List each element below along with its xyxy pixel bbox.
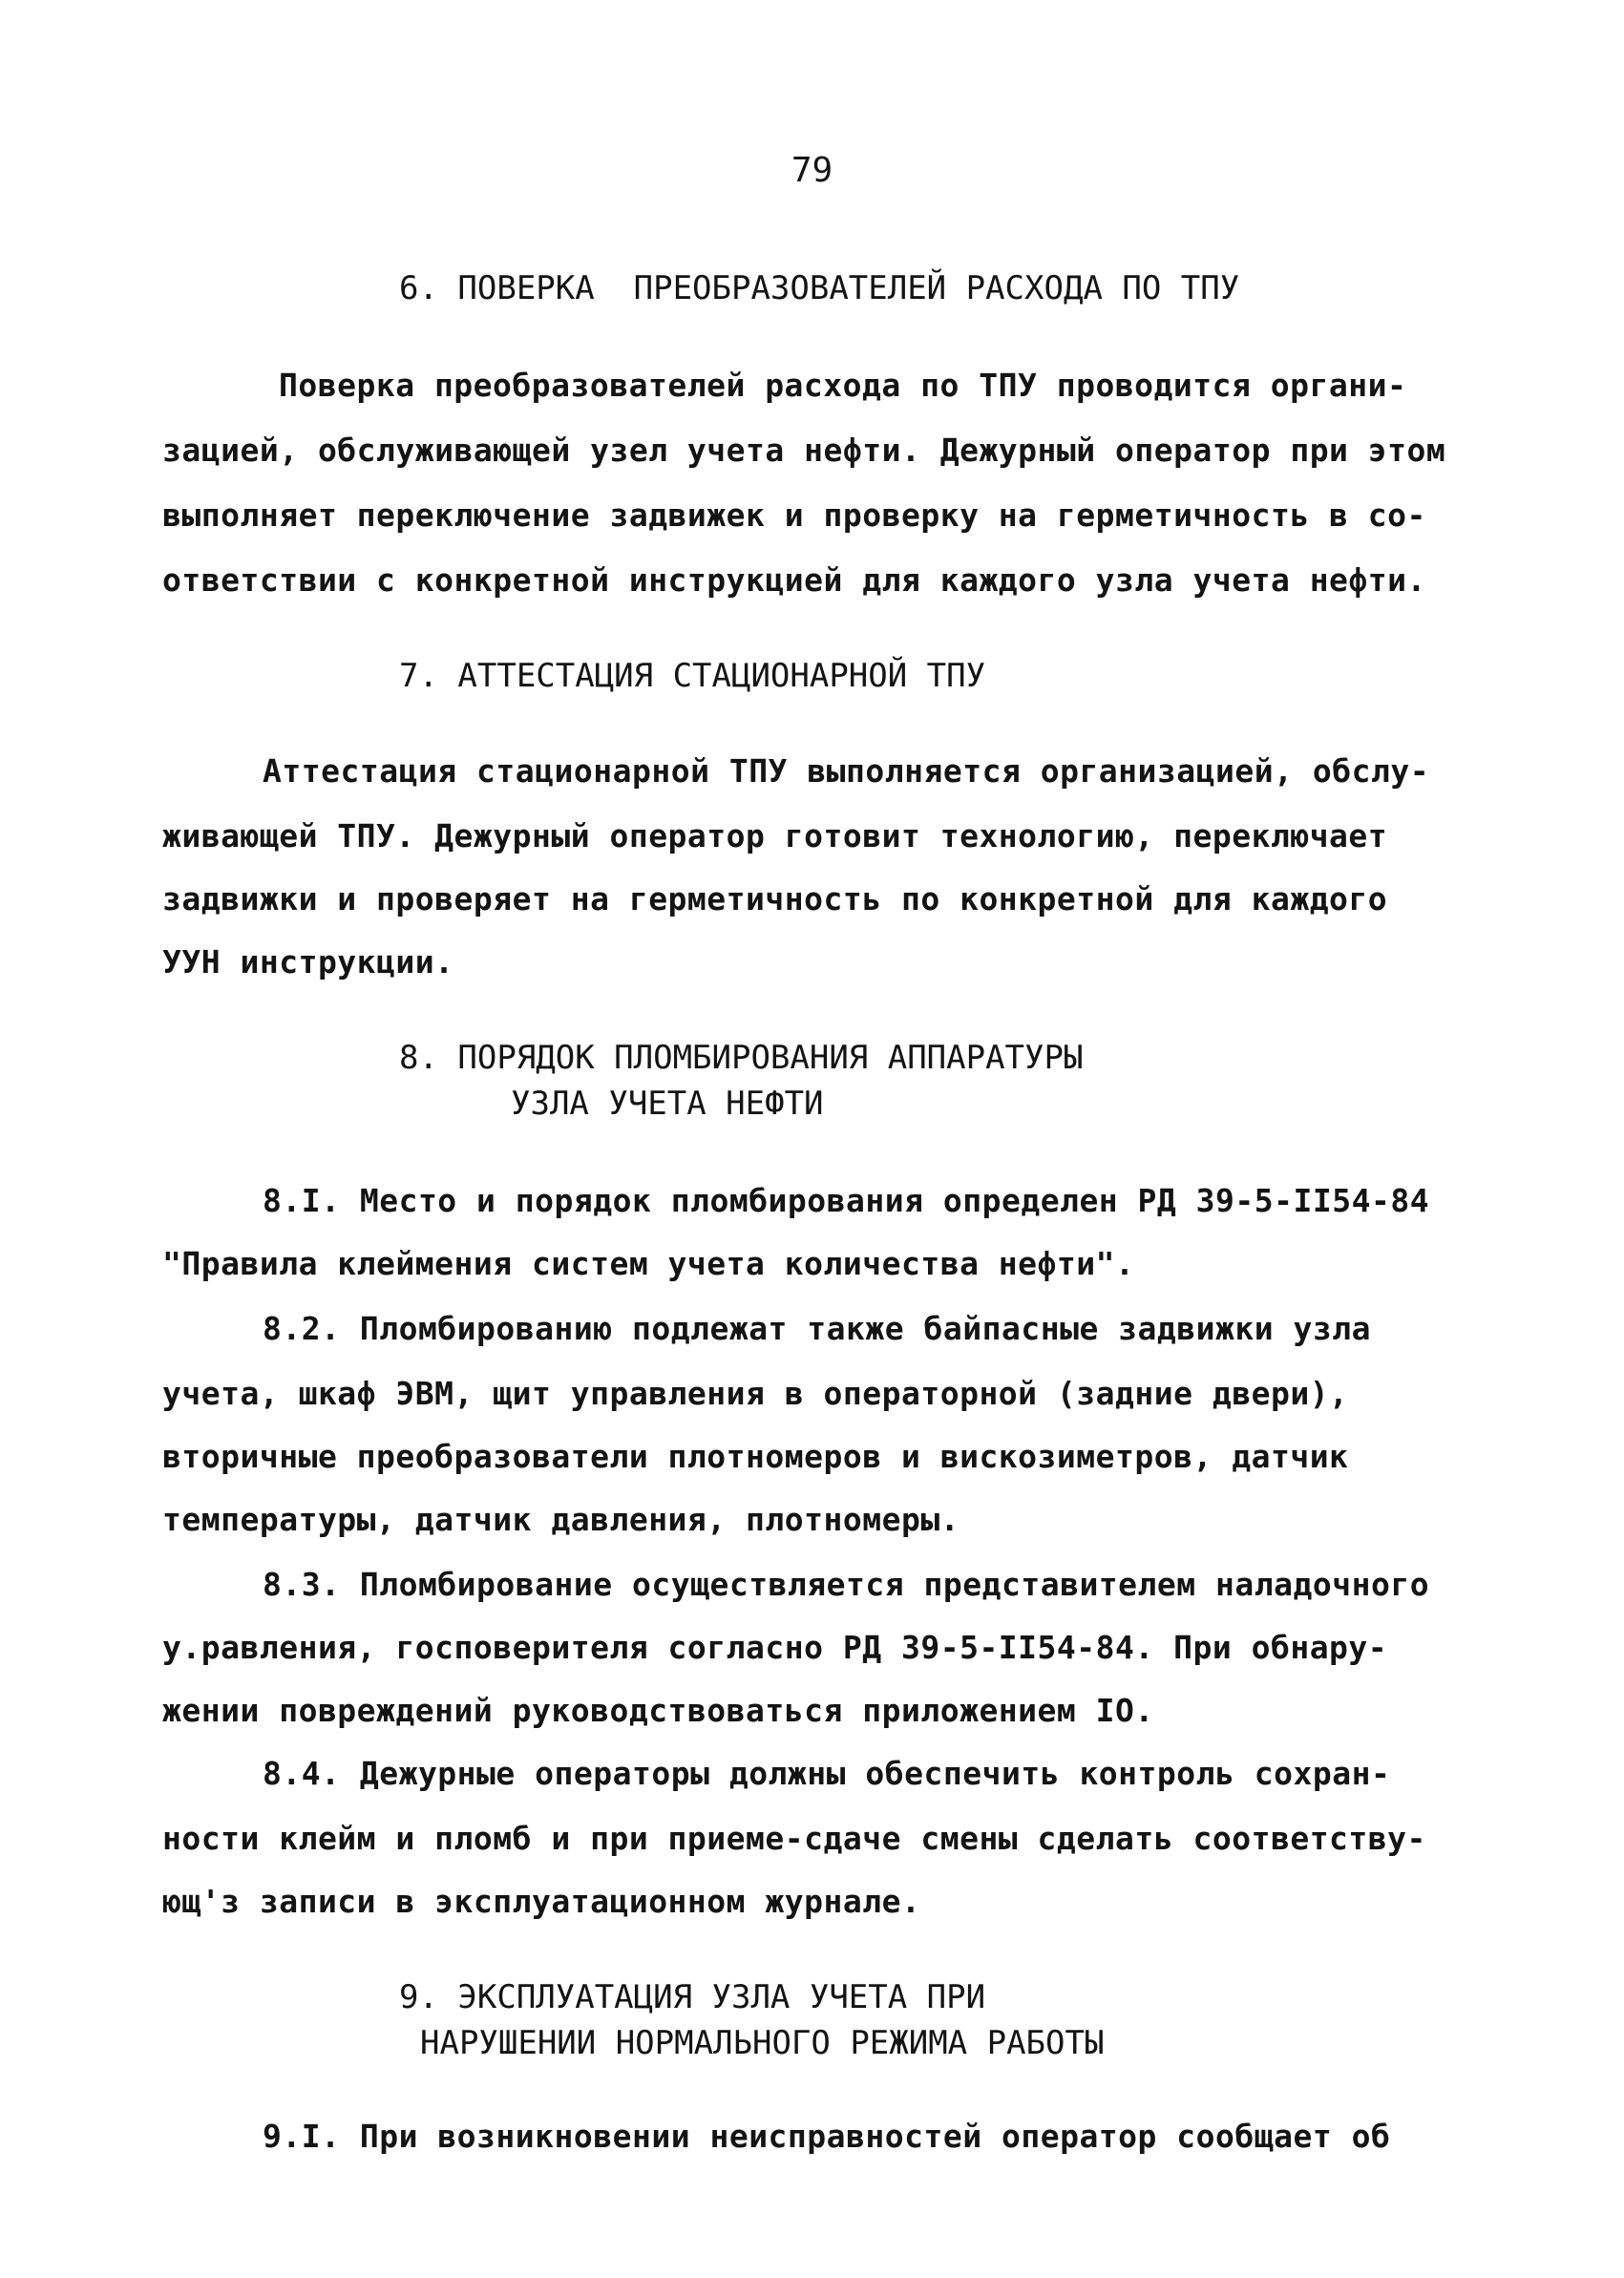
paragraph-line: "Правила клеймения систем учета количества нефти". bbox=[162, 1245, 1135, 1282]
section-6-heading: 6. ПОВЕРКА ПРЕОБРАЗОВАТЕЛЕЙ РАСХОДА ПО ТПУ bbox=[399, 269, 1240, 307]
paragraph-line: температуры, датчик давления, плотномеры. bbox=[162, 1501, 960, 1538]
paragraph-line: зацией, обслуживающей узел учета нефти. Дежурный оператор при этом bbox=[162, 432, 1446, 469]
paragraph-line: 8.4. Дежурные операторы должны обеспечить контроль сохран- bbox=[263, 1755, 1391, 1792]
paragraph-line: ющ'з записи в эксплуатационном журнале. bbox=[162, 1883, 921, 1920]
page-number: 79 bbox=[791, 151, 833, 190]
paragraph-line: ности клейм и пломб и при приеме-сдаче смены сделать соответству- bbox=[162, 1820, 1426, 1857]
paragraph-line: ответствии с конкретной инструкцией для каждого узла учета нефти. bbox=[162, 561, 1426, 599]
section-9-heading-line-2: НАРУШЕНИИ НОРМАЛЬНОГО РЕЖИМА РАБОТЫ bbox=[420, 2024, 1105, 2062]
paragraph-line: жении повреждений руководствоваться приложением IO. bbox=[162, 1692, 1154, 1729]
paragraph-line: Аттестация стационарной ТПУ выполняется организацией, обслу- bbox=[263, 752, 1430, 790]
paragraph-line: УУН инструкции. bbox=[162, 943, 454, 981]
paragraph-line: у.равления, госповерителя согласно РД 39-5-II54-84. При обнару- bbox=[162, 1629, 1388, 1666]
paragraph-line: учета, шкаф ЭВМ, щит управления в операторной (задние двери), bbox=[162, 1375, 1349, 1412]
paragraph-line: Поверка преобразователей расхода по ТПУ проводится органи- bbox=[279, 367, 1407, 404]
paragraph-line: живающей ТПУ. Дежурный оператор готовит технологию, переключает bbox=[162, 817, 1388, 854]
section-8-heading-line-2: УЗЛА УЧЕТА НЕФТИ bbox=[511, 1085, 824, 1123]
paragraph-line: 8.I. Место и порядок пломбирования определен РД 39-5-II54-84 bbox=[263, 1182, 1430, 1219]
paragraph-line: 8.2. Пломбированию подлежат также байпасные задвижки узла bbox=[263, 1310, 1371, 1347]
section-7-heading: 7. АТТЕСТАЦИЯ СТАЦИОНАРНОЙ ТПУ bbox=[399, 657, 986, 695]
paragraph-line: 9.I. При возникновении неисправностей оператор сообщает об bbox=[263, 2118, 1391, 2155]
section-9-heading-line-1: 9. ЭКСПЛУАТАЦИЯ УЗЛА УЧЕТА ПРИ bbox=[399, 1978, 986, 2016]
paragraph-line: вторичные преобразователи плотномеров и вискозиметров, датчик bbox=[162, 1438, 1349, 1475]
paragraph-line: задвижки и проверяет на герметичность по конкретной для каждого bbox=[162, 880, 1388, 918]
paragraph-line: 8.3. Пломбирование осуществляется представителем наладочного bbox=[263, 1566, 1430, 1603]
paragraph-line: выполняет переключение задвижек и проверку на герметичность в со- bbox=[162, 496, 1426, 534]
section-8-heading-line-1: 8. ПОРЯДОК ПЛОМБИРОВАНИЯ АППАРАТУРЫ bbox=[399, 1039, 1084, 1077]
